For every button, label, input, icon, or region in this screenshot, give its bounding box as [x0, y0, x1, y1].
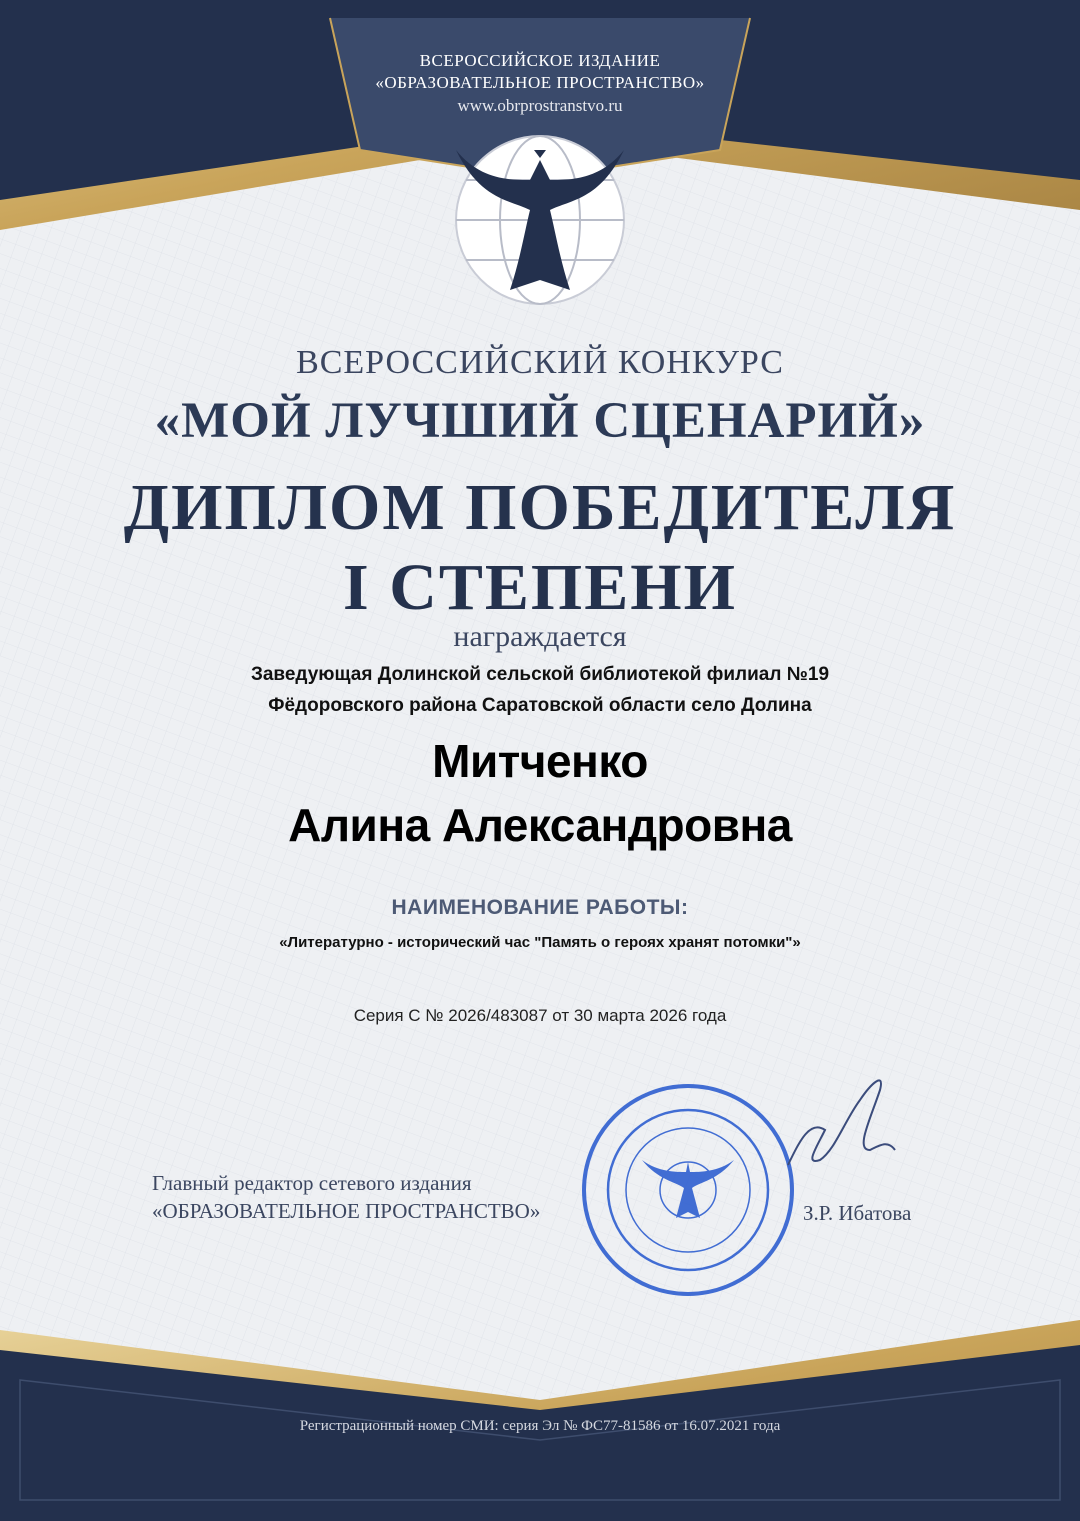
recipient-position-line2: Фёдоровского района Саратовской области село Долина	[268, 695, 812, 716]
editor-line1: Главный редактор сетевого издания	[152, 1171, 472, 1195]
editor-line2: «ОБРАЗОВАТЕЛЬНОЕ ПРОСТРАНСТВО»	[152, 1199, 541, 1223]
contest-label: ВСЕРОССИЙСКИЙ КОНКУРС	[296, 344, 784, 381]
recipient-position-line1: Заведующая Долинской сельской библиотекой филиал №19	[250, 664, 830, 685]
work-label: НАИМЕНОВАНИЕ РАБОТЫ:	[391, 896, 689, 919]
recipient-surname: Митченко	[432, 735, 648, 787]
diploma-title-line1: ДИПЛОМ ПОБЕДИТЕЛЯ	[123, 471, 957, 544]
signer-name: З.Р. Ибатова	[803, 1201, 912, 1225]
publisher-line1: ВСЕРОССИЙСКОЕ ИЗДАНИЕ	[419, 51, 661, 70]
recipient-given-names: Алина Александровна	[288, 799, 792, 851]
publisher-line2: «ОБРАЗОВАТЕЛЬНОЕ ПРОСТРАНСТВО»	[375, 73, 705, 92]
contest-name: «МОЙ ЛУЧШИЙ СЦЕНАРИЙ»	[154, 393, 926, 449]
publisher-title	[0, 50, 1080, 94]
series-number: Серия С № 2026/483087 от 30 марта 2026 года	[353, 1006, 727, 1025]
diploma-title-line2: I СТЕПЕНИ	[343, 551, 737, 624]
awarded-label: награждается	[453, 620, 627, 653]
publisher-url: www.obrprostranstvo.ru	[457, 96, 623, 115]
work-title: «Литературно - исторический час "Память о героях хранят потомки"»	[279, 934, 801, 951]
registration-number: Регистрационный номер СМИ: серия Эл № ФС77-81586 от 16.07.2021 года	[299, 1418, 781, 1434]
dove-globe-emblem	[456, 136, 624, 304]
